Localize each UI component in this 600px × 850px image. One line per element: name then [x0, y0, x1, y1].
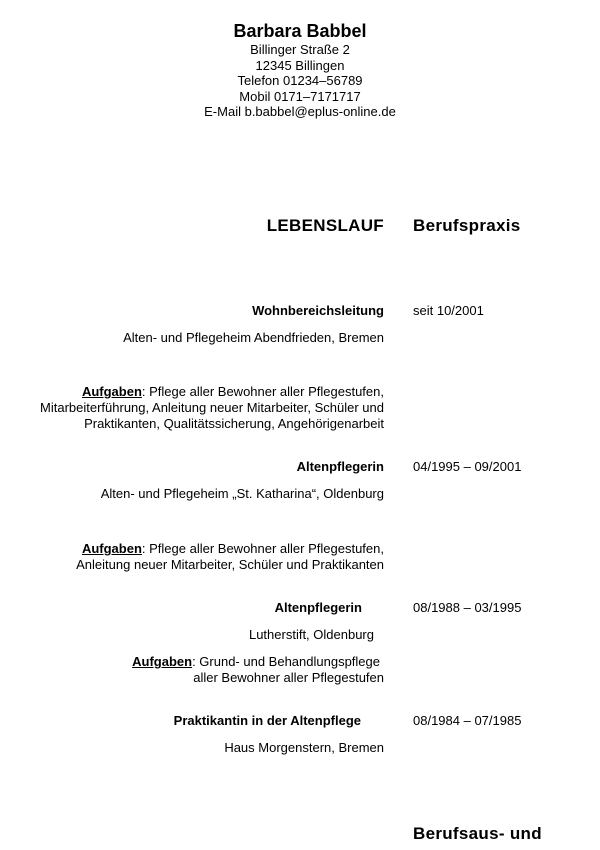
job-date: seit 10/2001	[413, 303, 484, 318]
job-tasks	[40, 384, 384, 432]
email-line: E-Mail b.babbel@eplus-online.de	[204, 104, 396, 119]
mobile-line: Mobil 0171–7171717	[239, 88, 361, 104]
task-line: aller Bewohner aller Pflegestufen	[193, 670, 384, 685]
tasks-label: Aufgaben	[81, 541, 142, 556]
section-heading-next: Berufsaus- und	[413, 824, 542, 843]
task-line: : Pflege aller Bewohner aller Pflegestufen,	[141, 384, 384, 399]
task-line: Mitarbeiterführung, Anleitung neuer Mitarbeiter, Schüler und	[40, 400, 384, 415]
job-date: 08/1984 – 07/1985	[413, 713, 522, 728]
phone-line: Telefon 01234–56789	[237, 73, 363, 88]
city-line: 12345 Billingen	[255, 57, 345, 73]
applicant-name: Barbara Babbel	[233, 21, 367, 41]
street-address: Billinger Straße 2	[250, 42, 350, 57]
task-line: : Grund- und Behandlungspflege	[192, 654, 380, 669]
job-tasks	[132, 654, 384, 686]
job-date: 08/1988 – 03/1995	[413, 600, 522, 615]
contact-header	[0, 20, 600, 120]
job-title: Wohnbereichsleitung	[252, 303, 384, 318]
job-title: Altenpflegerin	[296, 459, 384, 474]
job-title: Altenpflegerin	[274, 600, 362, 615]
job-employer: Alten- und Pflegeheim Abendfrieden, Bremen	[123, 330, 384, 345]
tasks-label: Aufgaben	[132, 654, 193, 669]
section-heading-berufspraxis: Berufspraxis	[413, 216, 521, 235]
cv-title: LEBENSLAUF	[266, 216, 384, 235]
tasks-label: Aufgaben	[81, 384, 142, 399]
job-employer: Lutherstift, Oldenburg	[248, 627, 374, 642]
job-title: Praktikantin in der Altenpflege	[173, 713, 361, 728]
job-tasks	[76, 541, 384, 573]
task-line: : Pflege aller Bewohner aller Pflegestufen,	[141, 541, 384, 556]
job-date: 04/1995 – 09/2001	[413, 459, 522, 474]
task-line: Anleitung neuer Mitarbeiter, Schüler und Praktikanten	[76, 557, 384, 572]
job-employer: Haus Morgenstern, Bremen	[224, 740, 384, 755]
job-employer: Alten- und Pflegeheim „St. Katharina“, Oldenburg	[100, 486, 384, 501]
task-line: Praktikanten, Qualitätssicherung, Angehörigenarbeit	[84, 416, 384, 431]
